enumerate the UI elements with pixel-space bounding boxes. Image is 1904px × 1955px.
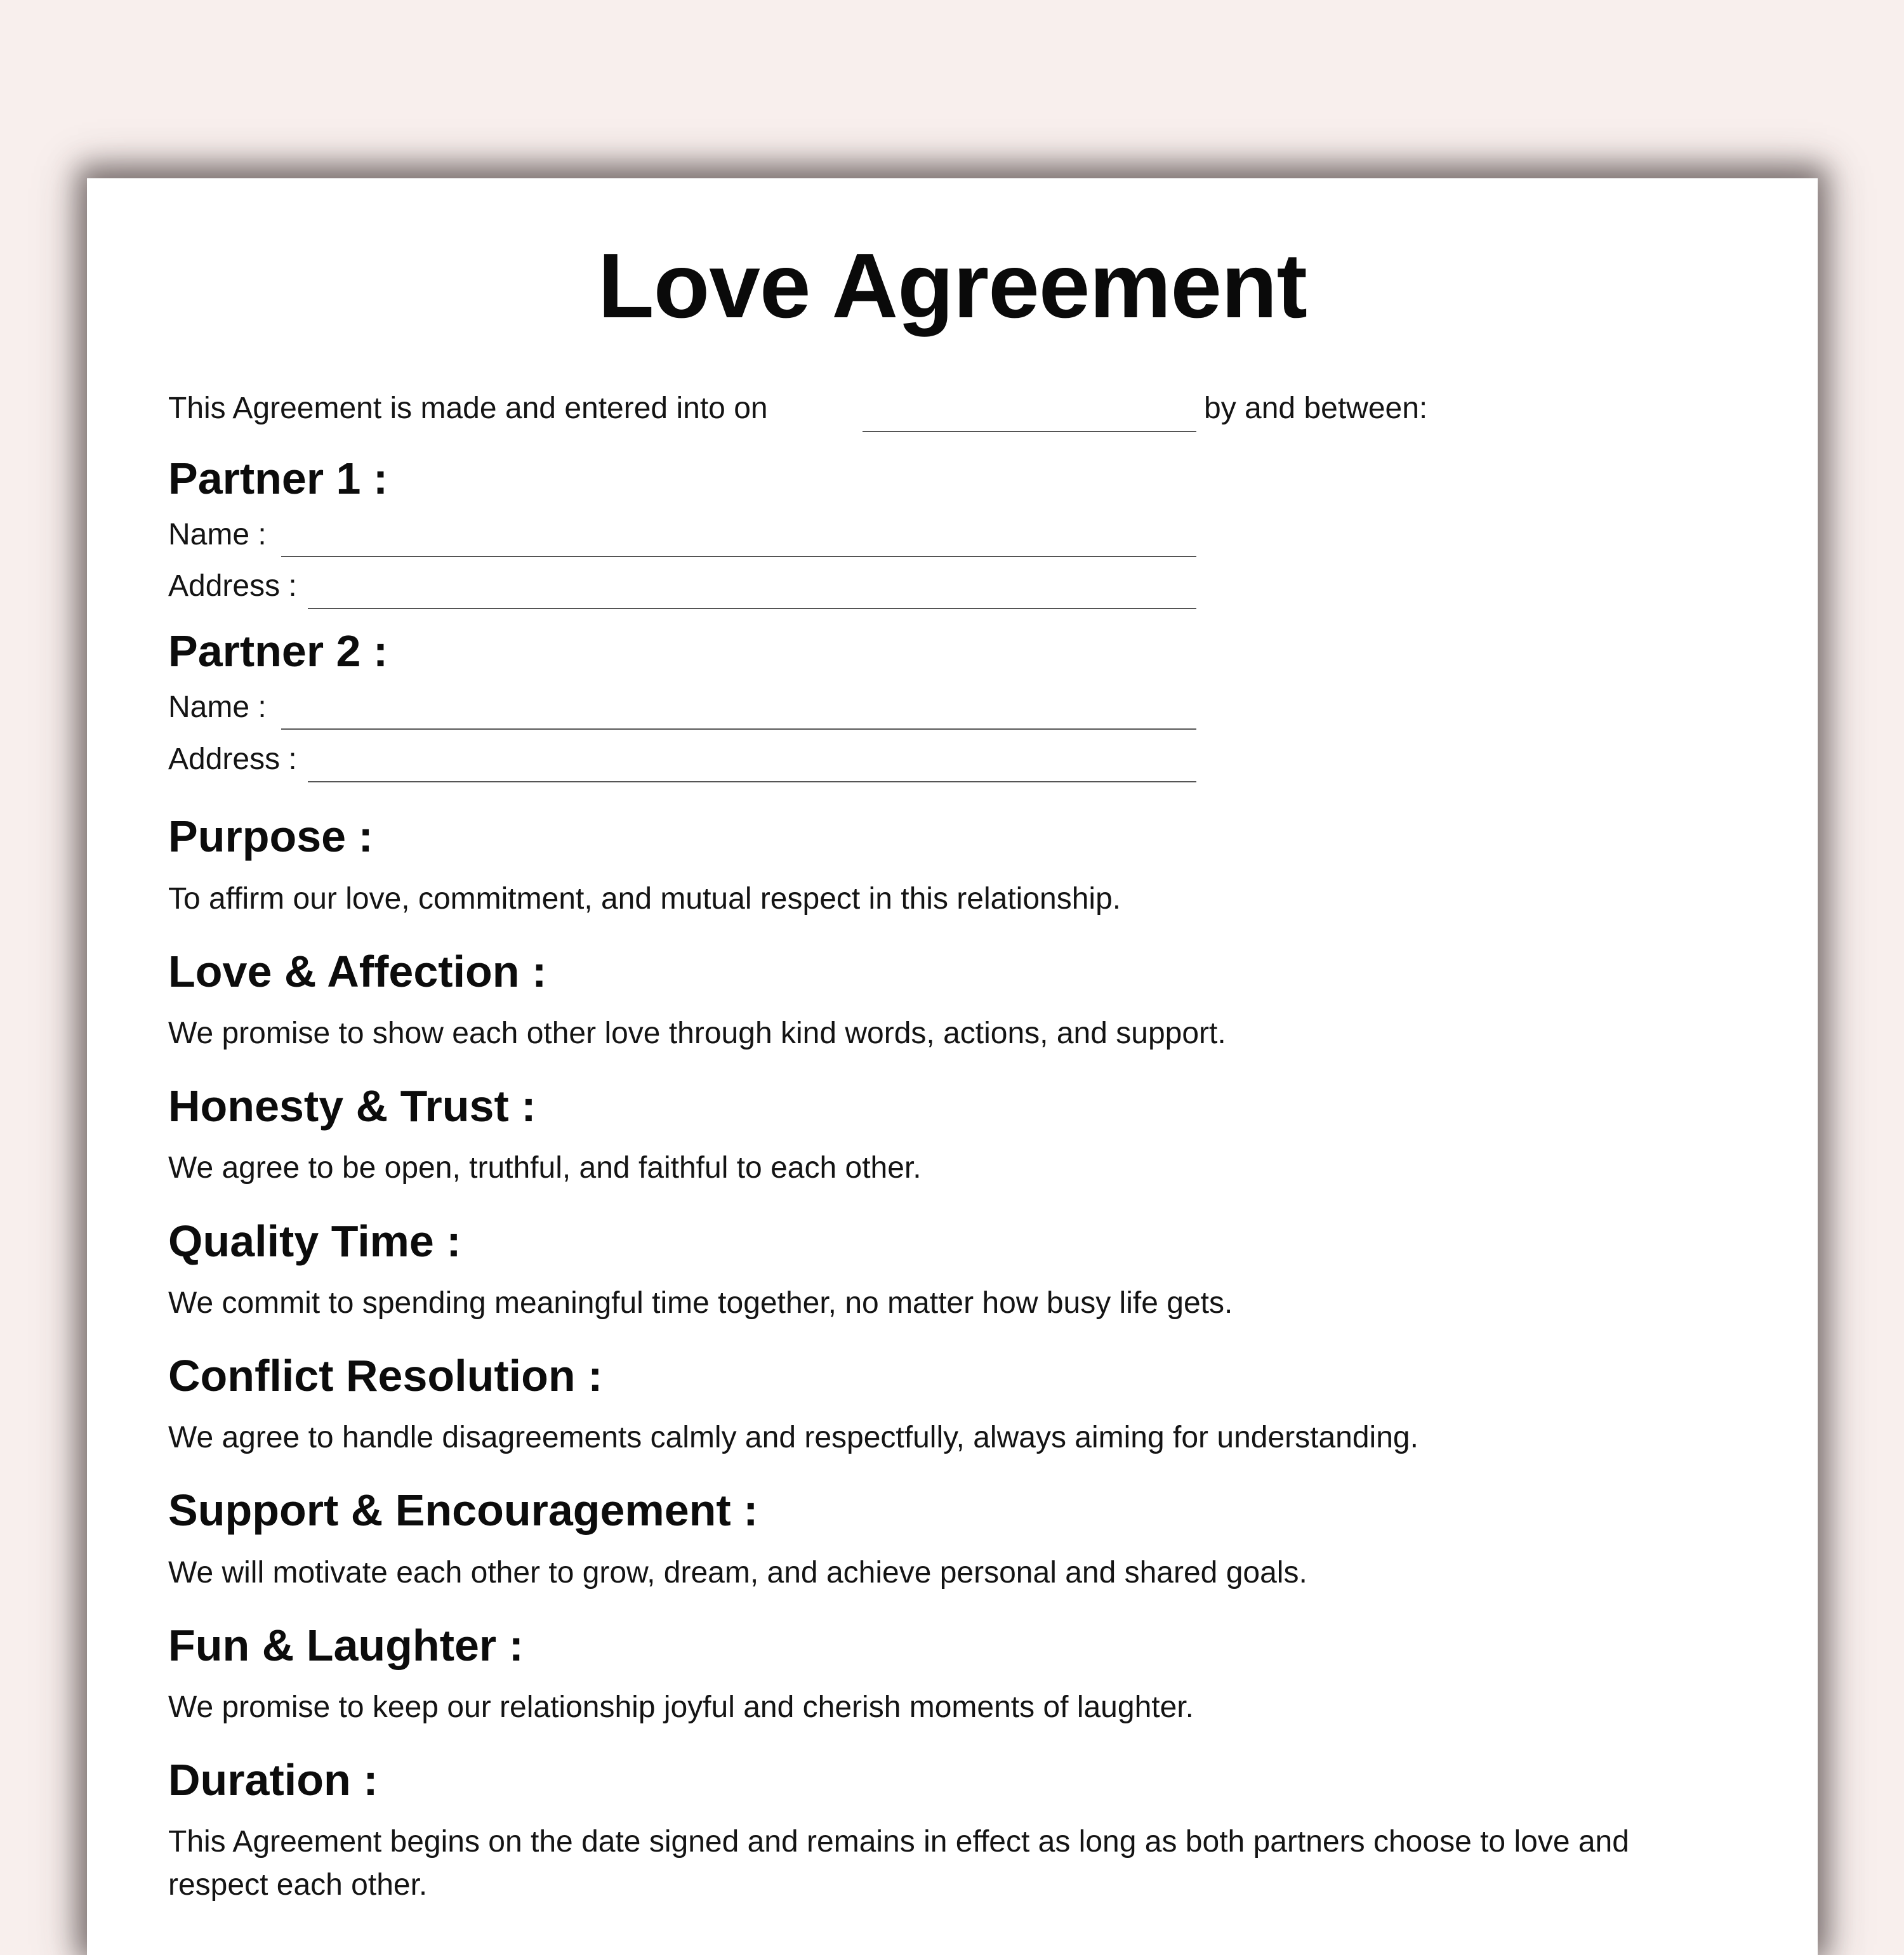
page-title: Love Agreement	[598, 234, 1307, 337]
intro-text-end: by and between:	[1204, 392, 1428, 425]
conflict-resolution-heading: Conflict Resolution :	[168, 1351, 603, 1400]
partner-2-address-field[interactable]	[308, 781, 1196, 782]
partner-2-heading: Partner 2 :	[168, 626, 388, 676]
partner-1-name-field[interactable]	[281, 556, 1196, 557]
partner-1-name-label: Name :	[168, 518, 267, 551]
love-affection-text: We promise to show each other love through kind words, actions, and support.	[168, 1017, 1226, 1050]
support-encouragement-text: We will motivate each other to grow, dream, and achieve personal and shared goals.	[168, 1556, 1307, 1590]
support-encouragement-heading: Support & Encouragement :	[168, 1485, 758, 1535]
partner-2-name-field[interactable]	[281, 728, 1196, 730]
duration-text: This Agreement begins on the date signed and remains in effect as long as both partners choose to love and respect each other.	[168, 1825, 1629, 1902]
fun-laughter-text: We promise to keep our relationship joyful and cherish moments of laughter.	[168, 1690, 1194, 1724]
partner-2-address-label: Address :	[168, 742, 297, 776]
conflict-resolution-text: We agree to handle disagreements calmly and respectfully, always aiming for understanding.	[168, 1421, 1418, 1454]
honesty-trust-text: We agree to be open, truthful, and faithful to each other.	[168, 1151, 922, 1185]
partner-1-heading: Partner 1 :	[168, 454, 388, 503]
fun-laughter-heading: Fun & Laughter :	[168, 1621, 524, 1670]
agreement-page	[87, 178, 1818, 1955]
partner-2-name-label: Name :	[168, 690, 267, 724]
honesty-trust-heading: Honesty & Trust :	[168, 1081, 536, 1131]
intro-text: This Agreement is made and entered into on	[168, 392, 768, 425]
love-affection-heading: Love & Affection :	[168, 947, 547, 996]
purpose-text: To affirm our love, commitment, and mutual respect in this relationship.	[168, 882, 1121, 916]
partner-1-address-label: Address :	[168, 569, 297, 603]
date-field[interactable]	[863, 431, 1196, 432]
duration-heading: Duration :	[168, 1755, 378, 1805]
purpose-heading: Purpose :	[168, 812, 373, 861]
quality-time-text: We commit to spending meaningful time together, no matter how busy life gets.	[168, 1286, 1233, 1320]
partner-1-address-field[interactable]	[308, 608, 1196, 609]
quality-time-heading: Quality Time :	[168, 1216, 461, 1266]
